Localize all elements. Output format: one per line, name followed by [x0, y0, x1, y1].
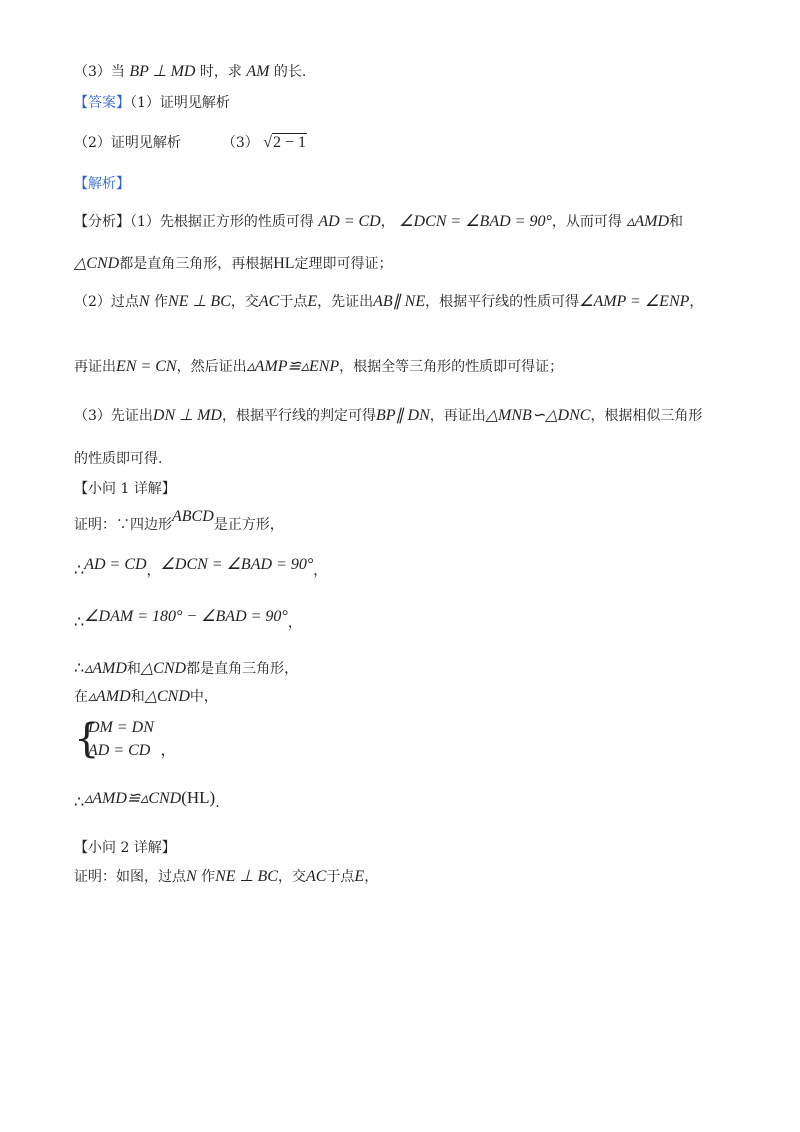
q3-am: AM — [246, 63, 270, 80]
proof-text: 于点 — [326, 869, 355, 885]
punct: . — [215, 795, 220, 811]
analysis-text: ，根据平行线的性质可得 — [425, 294, 580, 310]
therefore-symbol: ∴ — [74, 792, 85, 811]
proof-text: 作 — [201, 869, 216, 885]
proof-text: ，交 — [277, 869, 306, 885]
math-n: N — [138, 293, 150, 310]
answer-tag: 【答案】 — [74, 95, 130, 111]
math-ac: AC — [258, 293, 280, 310]
detail-2-tag: 【小问 2 详解】 — [74, 840, 176, 856]
system-row-1: DM = DN — [88, 719, 154, 736]
detail-1-step-1 — [74, 508, 284, 535]
proof-text: 中， — [189, 689, 218, 705]
math-e: E — [307, 293, 318, 310]
detail-1-step-2 — [74, 556, 328, 581]
q3-number: （3）当 — [74, 64, 125, 80]
analysis-tag: 【解析】 — [74, 176, 130, 192]
math-bp-dn: BP∥ DN — [375, 407, 430, 424]
math-triangle-amd: ▵AMD — [84, 660, 127, 677]
math-angle-amp: ∠AMP = ∠ENP — [579, 293, 690, 310]
analysis-text: 【分析】（1）先根据正方形的性质可得 — [74, 214, 314, 230]
analysis-text: 和 — [669, 214, 683, 230]
q3-tail: 的长. — [273, 64, 307, 80]
analysis-text: 都是直角三角形，再根据 — [119, 256, 274, 272]
detail-1-step-5 — [74, 687, 218, 707]
proof-text: 和 — [130, 689, 145, 705]
analysis-text: 作 — [154, 294, 169, 310]
math-hl: HL — [273, 255, 295, 272]
analysis-text: ，然后证出 — [176, 359, 247, 375]
punct: ， — [364, 869, 379, 885]
punct: ， — [287, 615, 302, 631]
detail-1-step-4 — [74, 658, 298, 679]
math-congruent-amd-cnd: ▵AMD≌▵CND — [84, 790, 182, 807]
analysis-line-2 — [74, 254, 393, 274]
analysis-text: ，根据平行线的判定可得 — [221, 408, 376, 424]
analysis-text: ，从而可得 — [551, 214, 622, 230]
punct: ， — [689, 294, 704, 310]
math-abcd: ABCD — [172, 508, 214, 525]
proof-text: 和 — [126, 661, 141, 677]
proof-text: 在 — [74, 689, 88, 705]
proof-text: 证明：如图，过点 — [74, 869, 186, 885]
analysis-text: ，再证出 — [429, 408, 486, 424]
therefore-symbol: ∴ — [74, 612, 85, 631]
punct: ， — [146, 563, 161, 579]
analysis-text: （2）过点 — [74, 294, 139, 310]
detail-1-step-3 — [74, 608, 302, 633]
analysis-text: ，先证出 — [317, 294, 374, 310]
detail-2-step-1 — [74, 867, 378, 887]
math-ab-ne: AB∥ NE — [373, 293, 426, 310]
analysis-line-4 — [74, 357, 563, 377]
analysis-line-1 — [74, 212, 683, 232]
analysis-text: ，根据相似三角形 — [590, 408, 703, 424]
math-e: E — [354, 868, 365, 885]
left-brace: { — [74, 716, 100, 762]
math-angle-dam: ∠DAM = 180° − ∠BAD = 90° — [84, 608, 288, 625]
math-ne-bc: NE ⊥ BC — [168, 293, 231, 310]
answer-line-1 — [74, 93, 230, 113]
math-ne-bc: NE ⊥ BC — [215, 868, 278, 885]
math-triangle-amd: ▵AMD — [626, 213, 669, 230]
q3-bp-md: BP ⊥ MD — [129, 63, 196, 80]
analysis-line-6: 的性质即可得. — [74, 451, 163, 467]
system-row-2-eq: AD = CD — [88, 742, 151, 759]
analysis-line-5 — [74, 406, 702, 426]
question-3 — [74, 62, 306, 82]
math-n: N — [186, 868, 197, 885]
answer-part-1: （1）证明见解析 — [130, 95, 230, 111]
analysis-text: 于点 — [279, 294, 308, 310]
therefore-symbol: ∴ — [74, 560, 85, 579]
answer-part-3-radicand: 2 − 1 — [272, 134, 307, 151]
analysis-text: 再证出 — [74, 359, 116, 375]
math-dn-md: DN ⊥ MD — [152, 407, 222, 424]
math-hl-reason: (HL) — [181, 788, 216, 807]
analysis-text: （3）先证出 — [74, 408, 153, 424]
proof-text: 是正方形， — [213, 517, 284, 533]
answer-part-2: （2）证明见解析 — [74, 135, 181, 151]
analysis-text: 定理即可得证； — [294, 256, 393, 272]
proof-text: 证明：∵四边形 — [74, 517, 172, 533]
punct: ， — [160, 742, 177, 759]
math-angle: ∠DCN = ∠BAD = 90° — [399, 213, 552, 230]
math-congruent: ▵AMP≌▵ENP — [246, 358, 340, 375]
analysis-line-3 — [74, 292, 703, 312]
math-ad-cd: AD = CD — [318, 213, 381, 230]
punct: ， — [313, 563, 328, 579]
math-ad-cd: AD = CD — [84, 556, 147, 573]
math-triangle-cnd: △CND — [74, 255, 120, 272]
math-en-cn: EN = CN — [116, 358, 177, 375]
proof-text: 都是直角三角形， — [186, 661, 299, 677]
answer-part-3-value: √2 − 1 — [263, 134, 307, 151]
answer-part-3-label: （3） — [221, 135, 259, 151]
math-ac: AC — [305, 868, 327, 885]
math-triangle-cnd: △CND — [144, 688, 190, 705]
answer-line-2 — [74, 133, 307, 153]
detail-1-tag: 【小问 1 详解】 — [74, 481, 176, 497]
analysis-text: ，根据全等三角形的性质即可得证； — [339, 359, 564, 375]
math-angle: ∠DCN = ∠BAD = 90° — [160, 556, 314, 573]
math-similar: △MNB∽△DNC — [485, 407, 591, 424]
equation-system — [74, 716, 214, 762]
math-triangle-cnd: △CND — [140, 660, 187, 677]
therefore-symbol: ∴ — [74, 658, 85, 677]
analysis-text: ，交 — [230, 294, 259, 310]
detail-1-conclusion — [74, 788, 220, 813]
math-triangle-amd: ▵AMD — [88, 688, 131, 705]
system-row-2 — [88, 739, 176, 762]
q3-when: 时，求 — [199, 64, 242, 80]
punct: ， — [380, 214, 395, 230]
